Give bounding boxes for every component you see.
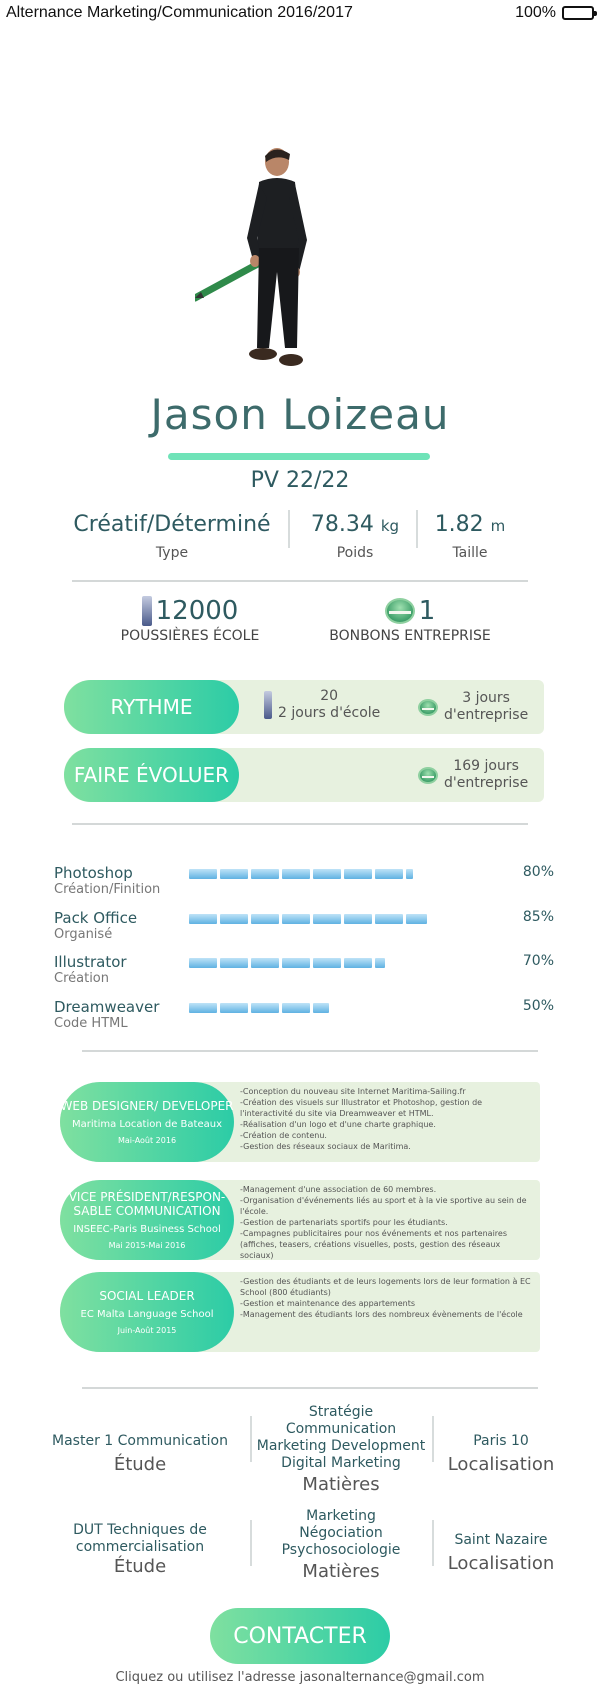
description-line: -Management d'une association de 60 membres. (240, 1185, 437, 1194)
education-subjects (252, 1404, 430, 1495)
skill-bar-segment (313, 914, 341, 924)
subjects-label: Matières (302, 1561, 380, 1582)
status-bar (0, 0, 600, 28)
skill-bar-segment (375, 869, 403, 879)
experience-date: Juin-Août 2015 (117, 1326, 177, 1335)
experience-description (240, 1276, 536, 1320)
evolve-panel (64, 748, 544, 802)
skill-bar-segment (282, 914, 310, 924)
experience-org: Maritima Location de Bateaux (72, 1119, 222, 1130)
degree-name: Master 1 Communication (52, 1433, 228, 1449)
evolve-candy-cost (418, 758, 538, 792)
stat-weight-value: 78.34 (310, 512, 374, 537)
section-divider (72, 580, 528, 582)
experience-role: WEB DESIGNER/ DEVELOPER (60, 1099, 234, 1113)
description-line: -Gestion des étudiants et de leurs logements lors de leur formation à EC School (800 étudiants) (240, 1277, 531, 1297)
stat-height-value: 1.82 (434, 512, 484, 537)
subject-line: Psychosociologie (281, 1542, 401, 1558)
experience-description (240, 1086, 536, 1152)
skill-photoshop (54, 864, 554, 904)
stat-weight-unit: kg (380, 517, 400, 535)
education-location (436, 1425, 566, 1475)
location-label: Localisation (447, 1454, 555, 1475)
skill-dreamweaver (54, 998, 554, 1038)
education-degree (30, 1522, 250, 1577)
skill-bar-segment (189, 958, 217, 968)
skill-percent: 85% (522, 909, 554, 925)
skill-bar-segment (406, 869, 413, 879)
skill-name: Illustrator (54, 953, 127, 971)
description-line: -Création de contenu. (240, 1131, 327, 1140)
skill-bar-segment (282, 958, 310, 968)
dust-value: 12000 (155, 596, 239, 626)
skill-bar (189, 869, 469, 879)
degree-label: Étude (113, 1454, 167, 1475)
skill-name: Photoshop (54, 864, 133, 882)
skill-bar-segment (220, 1003, 248, 1013)
stat-type (62, 512, 282, 561)
divider (432, 1520, 434, 1566)
description-line: -Management des étudiants lors des nombreux évènements de l'école (240, 1310, 523, 1319)
battery-percent: 100% (515, 4, 556, 21)
rythme-candy-text-1: 3 jours (462, 690, 510, 706)
degree-name: DUT Techniques de commercialisation (73, 1522, 207, 1555)
experience-header (60, 1180, 234, 1260)
skill-bar-segment (282, 869, 310, 879)
description-line: -Gestion des réseaux sociaux de Maritima. (240, 1142, 411, 1151)
degree-label: Étude (113, 1556, 167, 1577)
divider (416, 510, 418, 548)
description-line: -Gestion et maintenance des appartements (240, 1299, 415, 1308)
description-line: -Gestion de partenariats sportifs pour les étudiants. (240, 1218, 448, 1227)
subject-line: Marketing Development (256, 1438, 426, 1454)
skill-bar-segment (220, 869, 248, 879)
rythme-dust-amount: 20 (320, 688, 339, 704)
name-underline (168, 453, 430, 460)
dust-currency (100, 596, 280, 644)
skill-bar-segment (313, 1003, 329, 1013)
experience-header (60, 1082, 234, 1162)
skill-bar-segment (344, 958, 372, 968)
skill-bar-segment (251, 1003, 279, 1013)
skill-bar (189, 958, 469, 968)
stat-weight-label: Poids (336, 545, 374, 561)
skill-bar-segment (313, 958, 341, 968)
skill-percent: 80% (522, 864, 554, 880)
experience-date: Mai 2015-Mai 2016 (108, 1241, 186, 1250)
section-divider (82, 1387, 538, 1389)
evolve-candy-text-1: 169 jours (453, 758, 519, 774)
location-label: Localisation (447, 1553, 555, 1574)
skill-bar-segment (189, 914, 217, 924)
rythme-panel (64, 680, 544, 734)
candy-icon (385, 598, 415, 624)
skill-bar-segment (375, 958, 385, 968)
contact-button[interactable]: CONTACTER (210, 1608, 390, 1664)
divider (288, 510, 290, 548)
subjects-label: Matières (302, 1474, 380, 1495)
skill-bar-segment (220, 958, 248, 968)
contact-email-text[interactable]: Cliquez ou utilisez l'adresse jasonalternance@gmail.com (115, 1670, 485, 1685)
experience-role: VICE PRÉSIDENT/RESPON-SABLE COMMUNICATION (68, 1190, 226, 1218)
skill-bar-segment (406, 914, 427, 924)
skill-percent: 50% (522, 998, 554, 1014)
skill-subtitle: Création (54, 971, 110, 986)
skill-bar-segment (189, 1003, 217, 1013)
section-divider (72, 823, 528, 825)
subject-line: Négociation (299, 1525, 383, 1541)
skill-bar-segment (344, 914, 372, 924)
experience-header (60, 1272, 234, 1352)
evolve-button[interactable]: FAIRE ÉVOLUER (64, 748, 239, 802)
evolve-candy-text-2: d'entreprise (444, 775, 529, 791)
experience-date: Mai-Août 2016 (117, 1136, 177, 1145)
experience-org: INSEEC-Paris Business School (73, 1224, 221, 1235)
rythme-dust-cost (264, 688, 394, 722)
profile-name: Jason Loizeau (150, 390, 450, 439)
pv-value: PV 22/22 (250, 468, 350, 493)
subject-line: Stratégie Communication (285, 1404, 397, 1437)
skill-bar-segment (251, 869, 279, 879)
experience-item (60, 1180, 540, 1260)
subject-line: Digital Marketing (281, 1455, 401, 1471)
stat-height-label: Taille (452, 545, 488, 561)
skill-name: Pack Office (54, 909, 138, 927)
app-title: Alternance Marketing/Communication 2016/2017 (6, 4, 353, 21)
candy-value: 1 (418, 596, 436, 626)
skill-pack-office (54, 909, 554, 949)
rythme-candy-cost (418, 690, 538, 724)
description-line: -Conception du nouveau site Internet Maritima-Sailing.fr (240, 1087, 466, 1096)
experience-role: SOCIAL LEADER (99, 1289, 195, 1303)
skill-bar-segment (282, 1003, 310, 1013)
candy-label: BONBONS ENTREPRISE (329, 628, 491, 644)
skill-subtitle: Code HTML (54, 1016, 128, 1031)
rythme-candy-text-2: d'entreprise (444, 707, 529, 723)
subject-line: Marketing (306, 1508, 376, 1524)
skill-bar-segment (189, 869, 217, 879)
stat-height (425, 512, 515, 561)
experience-item (60, 1272, 540, 1352)
candy-icon (418, 699, 438, 716)
stat-height-unit: m (490, 517, 506, 535)
education-degree (30, 1425, 250, 1475)
skill-bar (189, 914, 469, 924)
candy-icon (418, 767, 438, 784)
skill-bar-segment (375, 914, 403, 924)
battery-status (515, 4, 594, 22)
description-line: -Création des visuels sur Illustrator et Photoshop, gestion de l'interactivité du site via Dreamweaver et HTML. (240, 1098, 483, 1118)
skill-illustrator (54, 953, 554, 993)
section-divider (82, 1050, 538, 1052)
education-location (436, 1530, 566, 1574)
stat-type-label: Type (155, 545, 189, 561)
description-line: -Réalisation d'un logo et d'une charte graphique. (240, 1120, 436, 1129)
experience-description (240, 1184, 536, 1261)
skill-bar-segment (344, 869, 372, 879)
rythme-dust-text: 2 jours d'école (278, 705, 381, 721)
location-name: Saint Nazaire (454, 1532, 548, 1548)
skill-bar-segment (251, 914, 279, 924)
skill-bar (189, 1003, 469, 1013)
avatar (195, 148, 345, 378)
location-name: Paris 10 (473, 1433, 529, 1449)
divider (432, 1416, 434, 1462)
education-subjects (252, 1508, 430, 1582)
experience-item (60, 1082, 540, 1162)
experience-org: EC Malta Language School (80, 1309, 214, 1320)
dust-icon (142, 596, 152, 626)
skill-bar-segment (220, 914, 248, 924)
skill-name: Dreamweaver (54, 998, 160, 1016)
candy-currency (310, 596, 510, 644)
skill-subtitle: Création/Finition (54, 882, 161, 897)
description-line: -Organisation d'événements liés au sport et à la vie sportive au sein de l'école. (240, 1196, 527, 1216)
skill-bar-segment (313, 869, 341, 879)
skill-subtitle: Organisé (54, 927, 113, 942)
rythme-button[interactable]: RYTHME (64, 680, 239, 734)
stat-weight (300, 512, 410, 561)
skill-bar-segment (251, 958, 279, 968)
dust-label: POUSSIÈRES ÉCOLE (120, 628, 260, 644)
battery-icon (562, 6, 594, 20)
description-line: -Campagnes publicitaires pour nos événements et nos partenaires (affiches, teasers, créations visuelles, posts, gestion des réseaux sociaux) (240, 1229, 507, 1260)
stat-type-value: Créatif/Déterminé (73, 512, 271, 537)
dust-icon (264, 691, 272, 719)
skill-percent: 70% (522, 953, 554, 969)
